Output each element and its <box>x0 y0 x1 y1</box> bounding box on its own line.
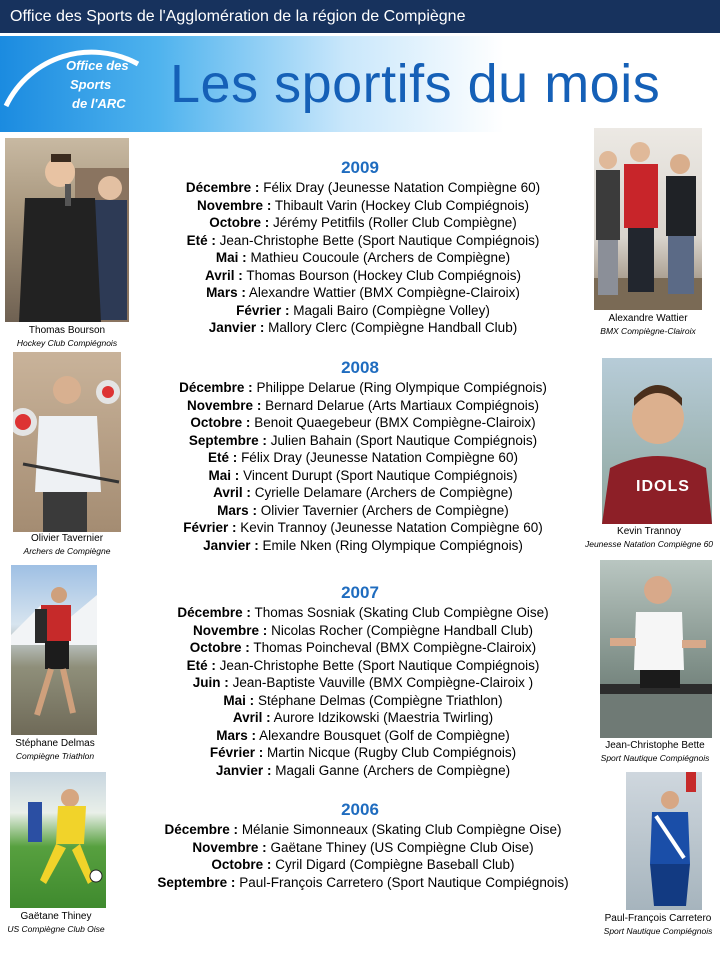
header-bar <box>0 0 720 33</box>
month-entry <box>118 233 608 248</box>
entry-month: Mai : <box>215 250 247 265</box>
entry-month: Novembre : <box>193 622 268 638</box>
photo-caption: Alexandre Wattier BMX Compiègne-Clairoix <box>600 313 696 336</box>
entry-month: Janvier : <box>208 320 265 335</box>
entry-month: Avril : <box>205 267 243 283</box>
month-entry <box>118 503 608 518</box>
month-entry <box>118 433 608 448</box>
photo-stephane-delmas <box>11 565 97 735</box>
entry-athlete: Thomas Sosniak (Skating Club Compiègne Oise) <box>254 605 549 620</box>
entry-month: Mars : <box>217 502 257 518</box>
month-entry <box>118 605 608 620</box>
photo-caption: Stéphane Delmas Compiègne Triathlon <box>15 738 95 761</box>
entry-month: Septembre : <box>188 432 267 448</box>
month-entry <box>118 303 608 318</box>
entry-month: Eté : <box>186 232 216 248</box>
entry-athlete: Jérémy Petitfils (Roller Club Compiègne) <box>272 215 517 230</box>
month-entry <box>118 398 608 413</box>
month-entry <box>118 198 608 213</box>
athlete-photo-icon <box>626 772 702 910</box>
entry-athlete: Kevin Trannoy (Jeunesse Natation Compiègne 60) <box>240 520 543 535</box>
month-entry <box>118 450 608 465</box>
photo-caption: Paul-François Carretero Sport Nautique Compiégnois <box>603 913 713 936</box>
month-entry <box>118 485 608 500</box>
entry-month: Octobre : <box>190 415 251 430</box>
entry-month: Novembre : <box>187 397 262 413</box>
photo-caption: Jean-Christophe Bette Sport Nautique Compiégnois <box>600 740 710 763</box>
entry-month: Octobre : <box>189 640 250 655</box>
entry-athlete: Thibault Varin (Hockey Club Compiégnois) <box>274 197 529 213</box>
entry-athlete: Félix Dray (Jeunesse Natation Compiègne 60) <box>241 450 518 465</box>
entry-athlete: Philippe Delarue (Ring Olympique Compiégnois) <box>256 380 547 395</box>
page-title: Les sportifs du mois <box>170 54 661 114</box>
month-entry <box>118 415 608 430</box>
entry-month: Eté : <box>186 657 216 673</box>
entry-month: Avril : <box>232 710 271 725</box>
year-heading: 2008 <box>341 358 379 377</box>
entry-month: Février : <box>209 745 264 760</box>
month-entry <box>118 675 608 690</box>
entry-athlete: Emile Nken (Ring Olympique Compiégnois) <box>262 537 523 553</box>
entry-month: Février : <box>183 520 237 535</box>
athlete-photo-icon <box>600 560 712 738</box>
photo-jean-christophe-bette <box>600 560 712 738</box>
month-entry <box>118 285 608 300</box>
entry-month: Décembre : <box>179 380 253 395</box>
photo-kevin-trannoy <box>602 358 712 524</box>
entry-athlete: Cyril Digard (Compiègne Baseball Club) <box>275 857 515 872</box>
entry-athlete: Martin Nicque (Rugby Club Compiégnois) <box>266 745 517 760</box>
year-heading: 2007 <box>341 583 379 602</box>
entry-athlete: Mathieu Coucoule (Archers de Compiègne) <box>250 250 511 265</box>
photo-gaetane-thiney <box>10 772 106 908</box>
entry-athlete: Alexandre Wattier (BMX Compiègne-Clairoix) <box>248 285 520 300</box>
photo-olivier-tavernier <box>13 352 121 532</box>
photo-paul-francois-carretero <box>626 772 702 910</box>
entry-month: Octobre : <box>209 215 270 230</box>
entry-athlete: Benoit Quaegebeur (BMX Compiègne-Clairoix) <box>254 415 536 430</box>
entry-month: Janvier : <box>203 537 259 553</box>
month-entry <box>118 640 608 655</box>
month-entry <box>118 268 608 283</box>
month-entry <box>118 658 608 673</box>
athlete-photo-icon <box>594 128 702 310</box>
entry-athlete: Jean-Baptiste Vauville (BMX Compiègne-Clairoix ) <box>232 675 534 690</box>
entry-month: Juin : <box>192 675 229 690</box>
photo-caption: Thomas Bourson Hockey Club Compiégnois <box>16 325 118 348</box>
athlete-photo-icon <box>5 138 129 322</box>
entry-month: Décembre : <box>164 822 239 837</box>
month-entry <box>118 468 608 483</box>
entry-athlete: Cyrielle Delamare (Archers de Compiègne) <box>254 485 513 500</box>
entry-athlete: Thomas Bourson (Hockey Club Compiégnois) <box>246 267 521 283</box>
entry-month: Mai : <box>208 467 240 483</box>
month-entry <box>118 180 608 195</box>
entry-athlete: Mallory Clerc (Compiègne Handball Club) <box>268 320 518 335</box>
entry-month: Eté : <box>208 450 238 465</box>
entry-athlete: Bernard Delarue (Arts Martiaux Compiégnois) <box>265 397 539 413</box>
entry-month: Septembre : <box>157 874 236 890</box>
entry-athlete: Félix Dray (Jeunesse Natation Compiègne 60) <box>263 180 541 195</box>
month-entry <box>118 320 608 335</box>
entry-athlete: Magali Bairo (Compiègne Volley) <box>293 302 490 318</box>
entry-month: Mars : <box>206 285 246 300</box>
photo-alexandre-wattier <box>594 128 702 310</box>
entry-month: Novembre : <box>197 197 272 213</box>
athlete-photo-icon <box>11 565 97 735</box>
entry-athlete: Thomas Poincheval (BMX Compiègne-Clairoix) <box>253 640 537 655</box>
month-entry <box>118 538 608 553</box>
logo-text: Office des Sports de l'ARC <box>66 58 129 111</box>
entry-athlete: Stéphane Delmas (Compiègne Triathlon) <box>257 692 503 708</box>
entry-athlete: Aurore Idzikowski (Maestria Twirling) <box>273 710 494 725</box>
month-entry <box>118 520 608 535</box>
entry-month: Mai : <box>223 692 255 708</box>
athlete-photo-icon <box>10 772 106 908</box>
entry-athlete: Julien Bahain (Sport Nautique Compiégnois) <box>270 432 538 448</box>
jersey-text: IDOLS <box>636 478 690 495</box>
month-entry <box>118 763 608 778</box>
athlete-photo-icon <box>13 352 121 532</box>
photo-thomas-bourson <box>5 138 129 322</box>
month-entry <box>118 728 608 743</box>
entry-month: Octobre : <box>211 857 272 872</box>
entry-month: Décembre : <box>185 180 260 195</box>
entry-athlete: Paul-François Carretero (Sport Nautique Compiégnois) <box>239 874 569 890</box>
entry-athlete: Nicolas Rocher (Compiègne Handball Club) <box>271 622 533 638</box>
month-entry <box>118 710 608 725</box>
entry-month: Janvier : <box>215 762 272 778</box>
month-entry <box>118 875 608 890</box>
entry-athlete: Magali Ganne (Archers de Compiègne) <box>275 762 511 778</box>
entry-month: Novembre : <box>192 839 267 855</box>
entry-month: Décembre : <box>177 605 251 620</box>
org-name: Office des Sports de l'Agglomération de la région de Compiègne <box>10 8 466 25</box>
month-entry <box>118 380 608 395</box>
athlete-photo-icon <box>602 358 712 524</box>
entry-athlete: Jean-Christophe Bette (Sport Nautique Compiégnois) <box>219 232 540 248</box>
month-entry <box>118 623 608 638</box>
entry-athlete: Olivier Tavernier (Archers de Compiègne) <box>260 502 509 518</box>
year-heading: 2009 <box>341 158 379 177</box>
month-entry <box>118 693 608 708</box>
photo-caption: Kevin Trannoy Jeunesse Natation Compiègne 60 <box>584 526 714 549</box>
month-entry <box>118 822 608 837</box>
year-heading: 2006 <box>341 800 379 819</box>
month-entry <box>118 857 608 872</box>
entry-month: Mars : <box>216 727 257 743</box>
month-entry <box>118 745 608 760</box>
photo-caption: Gaëtane Thiney US Compiègne Club Oise <box>7 911 105 934</box>
month-entry <box>118 215 608 230</box>
entry-athlete: Jean-Christophe Bette (Sport Nautique Compiégnois) <box>219 657 540 673</box>
month-entry <box>118 250 608 265</box>
photo-caption: Olivier Tavernier Archers de Compiègne <box>23 533 111 556</box>
entry-month: Février : <box>236 302 290 318</box>
entry-athlete: Mélanie Simonneaux (Skating Club Compiègne Oise) <box>241 822 562 837</box>
entry-athlete: Vincent Durupt (Sport Nautique Compiégnois) <box>243 467 518 483</box>
month-entry <box>118 840 608 855</box>
entry-month: Avril : <box>213 485 251 500</box>
entry-athlete: Gaëtane Thiney (US Compiègne Club Oise) <box>270 839 534 855</box>
entry-athlete: Alexandre Bousquet (Golf de Compiègne) <box>259 727 510 743</box>
